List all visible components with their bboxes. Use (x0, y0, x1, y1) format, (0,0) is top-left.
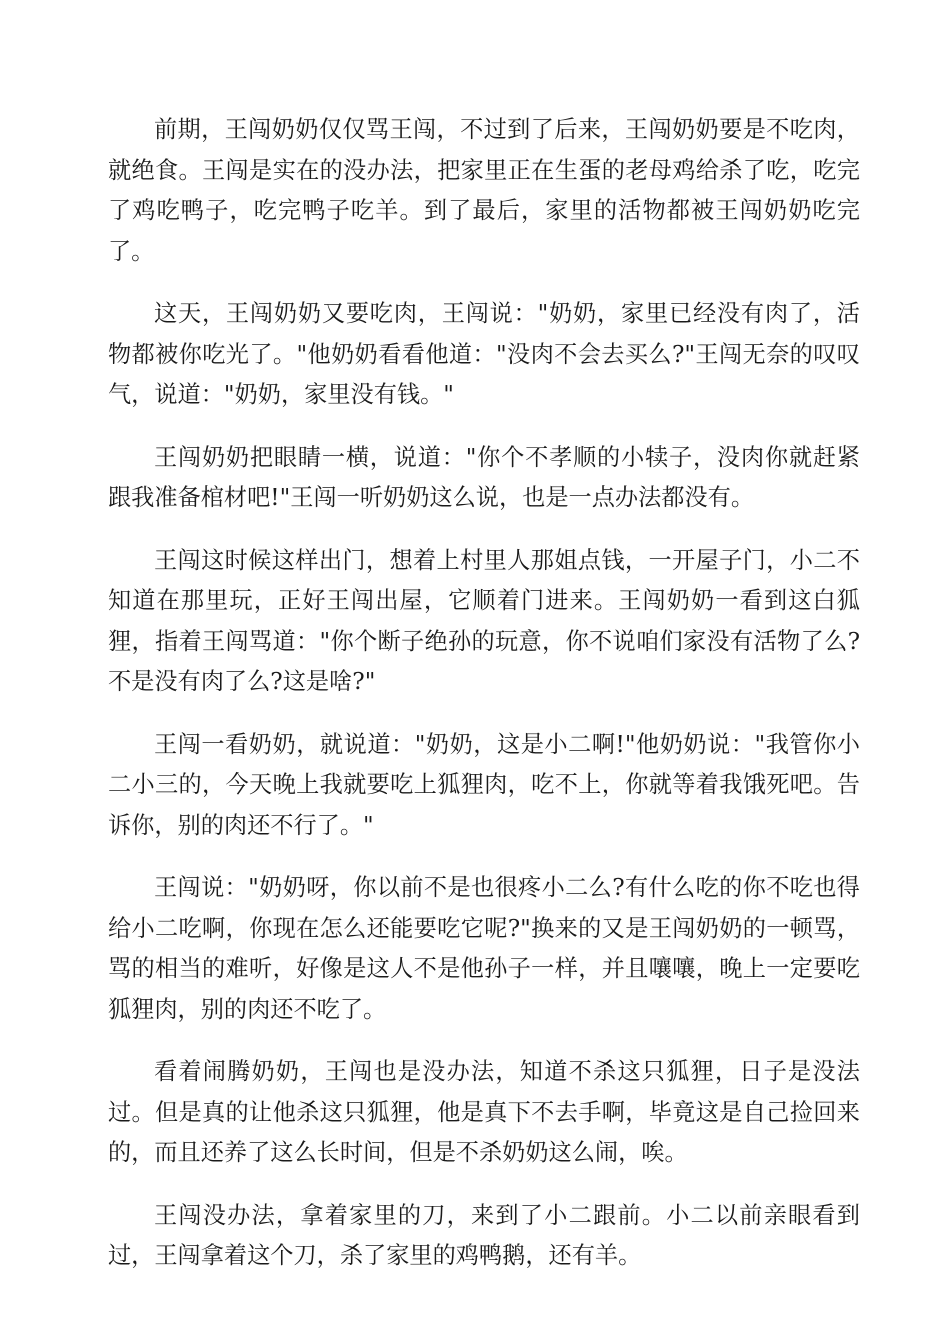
paragraph-7: 看着闹腾奶奶，王闯也是没办法，知道不杀这只狐狸，日子是没法过。但是真的让他杀这只狐狸，他是真下不去手啊，毕竟这是自己捡回来的，而且还养了这么长时间，但是不杀奶奶这么闹，唉。 (108, 1058, 860, 1166)
paragraph-8: 王闯没办法，拿着家里的刀，来到了小二跟前。小二以前亲眼看到过，王闯拿着这个刀，杀了家里的鸡鸭鹅，还有羊。 (108, 1201, 860, 1269)
paragraph-4: 王闯这时候这样出门，想着上村里人那姐点钱，一开屋子门，小二不知道在那里玩，正好王闯出屋，它顺着门进来。王闯奶奶一看到这白狐狸，指着王闯骂道："你个断子绝孙的玩意，你不说咱们家没有活物了么?不是没有肉了么?这是啥?" (108, 546, 860, 695)
document-body (108, 110, 860, 1299)
paragraph-6: 王闯说："奶奶呀，你以前不是也很疼小二么?有什么吃的你不吃也得给小二吃啊，你现在怎么还能要吃它呢?"换来的又是王闯奶奶的一顿骂，骂的相当的难听，好像是这人不是他孙子一样，并且嚷嚷，晚上一定要吃狐狸肉，别的肉还不吃了。 (108, 874, 860, 1023)
paragraph-2: 这天，王闯奶奶又要吃肉，王闯说："奶奶，家里已经没有肉了，活物都被你吃光了。"他奶奶看看他道："没肉不会去买么?"王闯无奈的叹叹气，说道："奶奶，家里没有钱。" (108, 300, 860, 408)
paragraph-5: 王闯一看奶奶，就说道："奶奶，这是小二啊!"他奶奶说："我管你小二小三的，今天晚上我就要吃上狐狸肉，吃不上，你就等着我饿死吧。告诉你，别的肉还不行了。" (108, 730, 860, 839)
paragraph-1: 前期，王闯奶奶仅仅骂王闯，不过到了后来，王闯奶奶要是不吃肉，就绝食。王闯是实在的没办法，把家里正在生蛋的老母鸡给杀了吃，吃完了鸡吃鸭子，吃完鸭子吃羊。到了最后，家里的活物都被王闯奶奶吃完了。 (108, 116, 860, 265)
paragraph-3: 王闯奶奶把眼睛一横，说道："你个不孝顺的小犊子，没肉你就赶紧跟我准备棺材吧!"王闯一听奶奶这么说，也是一点办法都没有。 (108, 443, 860, 511)
